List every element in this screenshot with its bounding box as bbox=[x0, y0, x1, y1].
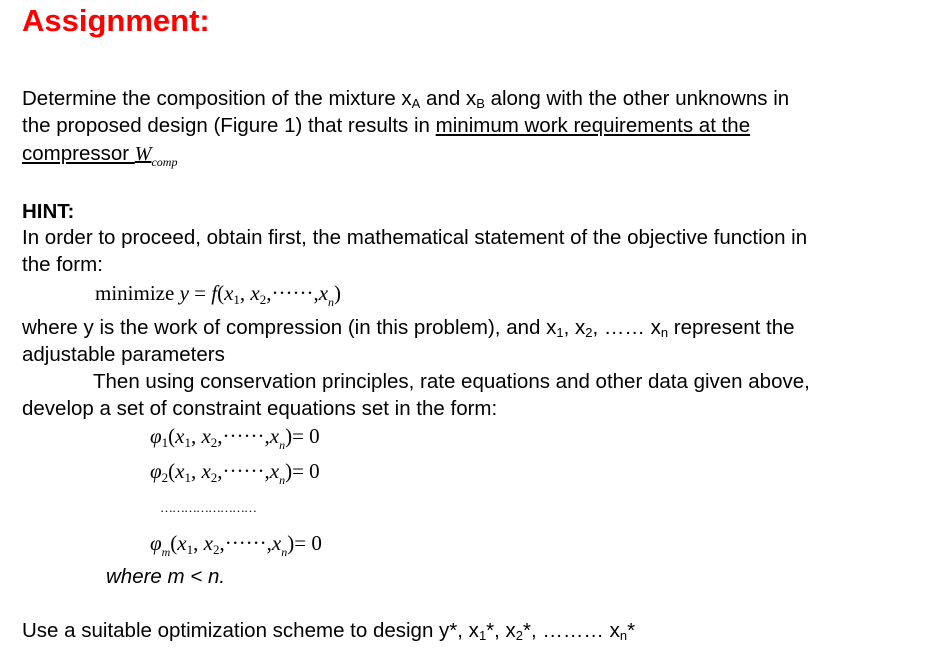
xn-symbol: x bbox=[269, 459, 280, 483]
x1-symbol: x bbox=[177, 531, 187, 555]
dots: ······ bbox=[222, 424, 265, 448]
hint-line-5: Then using conservation principles, rate equations and other data given above, bbox=[93, 370, 810, 393]
xb-symbol: x bbox=[465, 87, 477, 110]
hint-line-6: develop a set of constraint equations set in the form: bbox=[22, 397, 498, 420]
open-paren: ( bbox=[168, 459, 176, 483]
phi-sub: m bbox=[161, 545, 171, 559]
underlined-phrase: minimum work requirements at the bbox=[435, 114, 751, 137]
equals-zero: = 0 bbox=[294, 531, 322, 555]
xn-sub: n bbox=[279, 473, 286, 487]
final-star: * bbox=[627, 619, 636, 642]
xn-sub: n bbox=[279, 438, 286, 452]
x2-symbol: x bbox=[203, 531, 213, 555]
intro-line-2 bbox=[22, 112, 750, 139]
close-paren: ) bbox=[287, 531, 295, 555]
open-paren: ( bbox=[217, 281, 225, 305]
x2-symbol: x bbox=[201, 459, 211, 483]
intro-and: and bbox=[420, 87, 466, 110]
comma: , bbox=[190, 424, 202, 448]
hint-line-2: the form: bbox=[22, 253, 103, 276]
final-text-3: *, ……… x bbox=[523, 619, 620, 642]
open-paren: ( bbox=[170, 531, 178, 555]
hint-line-3-end: represent the bbox=[668, 316, 795, 339]
xn-text-sub: n bbox=[660, 325, 669, 340]
constraint-ellipsis: …………………… bbox=[160, 500, 256, 515]
comma-2: , bbox=[217, 459, 223, 483]
final-sub-n: n bbox=[619, 628, 628, 643]
comma-text: , bbox=[563, 316, 575, 339]
comma: , bbox=[193, 531, 204, 555]
phi-symbol: φ bbox=[150, 459, 162, 483]
final-text: Use a suitable optimization scheme to design y*, x bbox=[22, 619, 479, 642]
xn-symbol: x bbox=[271, 531, 282, 555]
equals-zero: = 0 bbox=[292, 424, 320, 448]
intro-text-2: the proposed design (Figure 1) that results in bbox=[22, 114, 436, 137]
phi-sub: 2 bbox=[161, 470, 169, 485]
hint-label: HINT: bbox=[22, 200, 75, 223]
underlined-compressor: compressor bbox=[22, 142, 135, 165]
x1-text-sub: 1 bbox=[556, 325, 564, 340]
x1-sub: 1 bbox=[186, 542, 194, 557]
comma-3: , bbox=[313, 281, 319, 305]
x1-symbol: x bbox=[224, 281, 234, 305]
intro-line-3 bbox=[22, 140, 177, 176]
close-paren: ) bbox=[285, 459, 293, 483]
x1-symbol: x bbox=[175, 459, 185, 483]
xa-subscript: A bbox=[411, 96, 421, 111]
dots: ······ bbox=[271, 281, 314, 305]
xn-sub: n bbox=[328, 295, 335, 309]
close-paren: ) bbox=[334, 281, 342, 305]
phi-sub: 1 bbox=[161, 435, 169, 450]
phi-symbol: φ bbox=[150, 531, 162, 555]
x2-symbol: x bbox=[250, 281, 260, 305]
comma: , bbox=[239, 281, 251, 305]
final-sub-2: 2 bbox=[515, 628, 524, 643]
comma-2: , bbox=[217, 424, 223, 448]
x2-sub: 2 bbox=[259, 292, 267, 307]
xa-symbol: x bbox=[401, 87, 412, 110]
x1-sub: 1 bbox=[233, 292, 240, 307]
where-clause: where m < n. bbox=[106, 565, 226, 588]
x2-sub: 2 bbox=[210, 435, 218, 450]
x2-text: x bbox=[575, 316, 586, 339]
x2-symbol: x bbox=[201, 424, 211, 448]
dots: ······ bbox=[222, 459, 265, 483]
final-text-2: *, x bbox=[486, 619, 516, 642]
comma-3: , bbox=[266, 531, 272, 555]
equals-zero: = 0 bbox=[292, 459, 320, 483]
xn-text: x bbox=[650, 316, 661, 339]
x2-sub: 2 bbox=[212, 542, 220, 557]
ellipsis-text: , …… bbox=[592, 316, 651, 339]
comma-3: , bbox=[264, 424, 270, 448]
w-symbol: W bbox=[134, 143, 152, 165]
minimize-word: minimize bbox=[95, 281, 180, 305]
xn-symbol: x bbox=[269, 424, 280, 448]
comma: , bbox=[190, 459, 202, 483]
xn-symbol: x bbox=[318, 281, 329, 305]
constraint-1 bbox=[150, 424, 320, 453]
x1-sub: 1 bbox=[184, 470, 191, 485]
phi-symbol: φ bbox=[150, 424, 162, 448]
comma-2: , bbox=[266, 281, 272, 305]
x1-symbol: x bbox=[175, 424, 185, 448]
open-paren: ( bbox=[168, 424, 176, 448]
x2-text-sub: 2 bbox=[585, 325, 593, 340]
intro-text-end: along with the other unknowns in bbox=[484, 87, 790, 110]
xn-sub: n bbox=[281, 545, 288, 559]
hint-line-1: In order to proceed, obtain first, the mathematical statement of the objective function in bbox=[22, 226, 808, 249]
intro-text: Determine the composition of the mixture bbox=[22, 87, 402, 110]
page-title: Assignment: bbox=[22, 3, 210, 38]
comma-2: , bbox=[219, 531, 225, 555]
equals-sign: = bbox=[188, 281, 212, 305]
x2-sub: 2 bbox=[210, 470, 218, 485]
hint-line-4: adjustable parameters bbox=[22, 343, 225, 366]
final-sub-1: 1 bbox=[478, 628, 487, 643]
close-paren: ) bbox=[285, 424, 293, 448]
constraint-2 bbox=[150, 459, 320, 488]
dots: ······ bbox=[224, 531, 267, 555]
constraint-m bbox=[150, 531, 322, 560]
comma-3: , bbox=[264, 459, 270, 483]
objective-equation bbox=[95, 281, 341, 310]
w-subscript: comp bbox=[151, 155, 178, 169]
hint-line-3-text: where y is the work of compression (in this problem), and bbox=[22, 316, 547, 339]
x1-sub: 1 bbox=[184, 435, 191, 450]
f-symbol: f bbox=[211, 281, 218, 305]
xb-subscript: B bbox=[476, 96, 485, 111]
x1-text: x bbox=[546, 316, 557, 339]
final-line bbox=[22, 617, 635, 649]
y-symbol: y bbox=[179, 281, 189, 305]
